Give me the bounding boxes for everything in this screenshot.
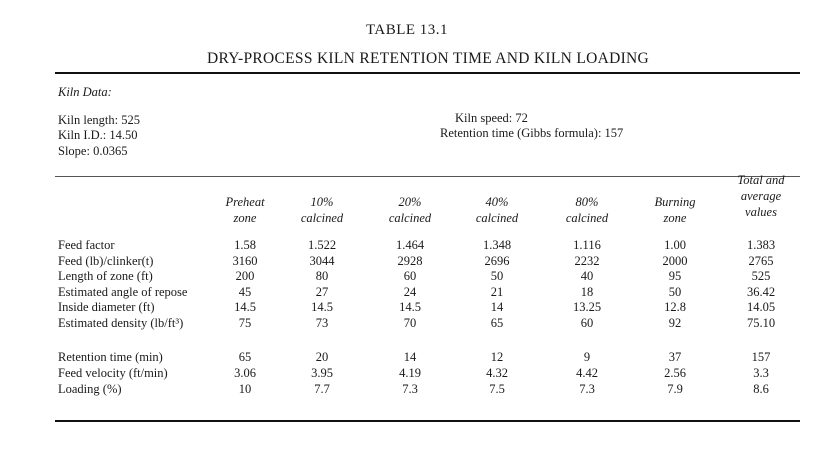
table-cell: 75.10 [746,316,776,330]
table-cell: 73 [315,316,329,330]
table-cell: 3160 [232,254,258,268]
table-cell: 1.348 [482,238,512,252]
table-cell: 525 [751,269,771,283]
table-cell: 1.58 [234,238,256,252]
table-cell: 14.05 [746,300,776,314]
column-header-line: Total and [737,173,785,187]
table-cell: 4.42 [576,366,598,380]
row-label: Inside diameter (ft) [58,300,155,314]
table-cell: 70 [403,316,417,330]
table-cell: 20 [315,350,329,364]
table-cell: 2.56 [664,366,686,380]
table-cell: 1.383 [746,238,776,252]
column-header-line: 10% [310,195,334,209]
table-cell: 14.5 [234,300,256,314]
table-cell: 14.5 [311,300,333,314]
table-cell: 3.06 [234,366,256,380]
table-cell: 37 [668,350,682,364]
column-header-line: calcined [565,211,609,225]
table-cell: 3044 [309,254,335,268]
row-label: Feed (lb)/clinker(t) [58,254,154,268]
table-cell: 36.42 [746,285,776,299]
column-header-line: calcined [300,211,344,225]
top-rule [55,72,800,74]
row-label: Feed velocity (ft/min) [58,366,168,380]
table-cell: 3.3 [753,366,769,380]
table-title: DRY-PROCESS KILN RETENTION TIME AND KILN LOADING [206,50,650,67]
column-header-line: Burning [654,195,696,209]
table-cell: 13.25 [572,300,602,314]
column-header [542,194,632,226]
kiln-slope: Slope: 0.0365 [58,144,128,158]
table-cell: 1.00 [664,238,686,252]
column-header-line: 40% [485,195,509,209]
column-header-line: calcined [475,211,519,225]
table-cell: 9 [583,350,591,364]
table-cell: 65 [238,350,252,364]
column-header-line: 20% [398,195,422,209]
table-cell: 14.5 [399,300,421,314]
table-cell: 60 [580,316,594,330]
table-cell: 1.464 [395,238,425,252]
table-cell: 7.5 [489,382,505,396]
table-cell: 2928 [397,254,423,268]
table-number: TABLE 13.1 [365,22,449,38]
column-header-line: 80% [575,195,599,209]
kiln-length: Kiln length: 525 [58,113,140,127]
column-header-line: calcined [388,211,432,225]
bottom-rule [55,420,800,422]
column-header [365,194,455,226]
table-cell: 4.19 [399,366,421,380]
column-header-line: Preheat [225,195,265,209]
table-cell: 4.32 [486,366,508,380]
table-cell: 14 [490,300,504,314]
table-cell: 24 [403,285,417,299]
table-cell: 8.6 [753,382,769,396]
table-cell: 2000 [662,254,688,268]
row-label: Loading (%) [58,382,122,396]
kiln-data-label: Kiln Data: [58,85,112,99]
column-header [716,172,806,220]
row-label: Estimated angle of repose [58,285,188,299]
table-cell: 14 [403,350,417,364]
column-header-line: zone [233,211,257,225]
row-label: Length of zone (ft) [58,269,153,283]
table-cell: 1.116 [573,238,601,252]
table-cell: 95 [668,269,682,283]
table-cell: 50 [668,285,682,299]
table-cell: 92 [668,316,682,330]
table-cell: 7.7 [314,382,330,396]
kiln-speed: Kiln speed: 72 [455,111,528,125]
table-cell: 27 [315,285,329,299]
table-cell: 18 [580,285,594,299]
column-header-line: zone [663,211,687,225]
table-cell: 12 [490,350,504,364]
column-header-line: values [745,205,777,219]
kiln-inside-diameter: Kiln I.D.: 14.50 [58,128,138,142]
table-cell: 2765 [748,254,774,268]
row-label: Feed factor [58,238,115,252]
table-cell: 10 [238,382,252,396]
table-cell: 7.3 [402,382,418,396]
table-cell: 7.9 [667,382,683,396]
table-cell: 40 [580,269,594,283]
kiln-retention-time: Retention time (Gibbs formula): 157 [440,126,624,140]
table-cell: 45 [238,285,252,299]
table-cell: 50 [490,269,504,283]
table-cell: 3.95 [311,366,333,380]
table-cell: 12.8 [664,300,686,314]
column-header [277,194,367,226]
row-label: Estimated density (lb/ft³) [58,316,184,330]
table-cell: 65 [490,316,504,330]
column-header [630,194,720,226]
table-cell: 200 [235,269,255,283]
table-cell: 80 [315,269,329,283]
table-cell: 7.3 [579,382,595,396]
table-cell: 75 [238,316,252,330]
table-cell: 21 [490,285,504,299]
table-cell: 1.522 [307,238,337,252]
table-cell: 2696 [484,254,510,268]
table-cell: 157 [751,350,771,364]
row-label: Retention time (min) [58,350,163,364]
middle-rule [55,176,800,177]
table-cell: 60 [403,269,417,283]
column-header [452,194,542,226]
table-cell: 2232 [574,254,600,268]
column-header-line: average [740,189,782,203]
